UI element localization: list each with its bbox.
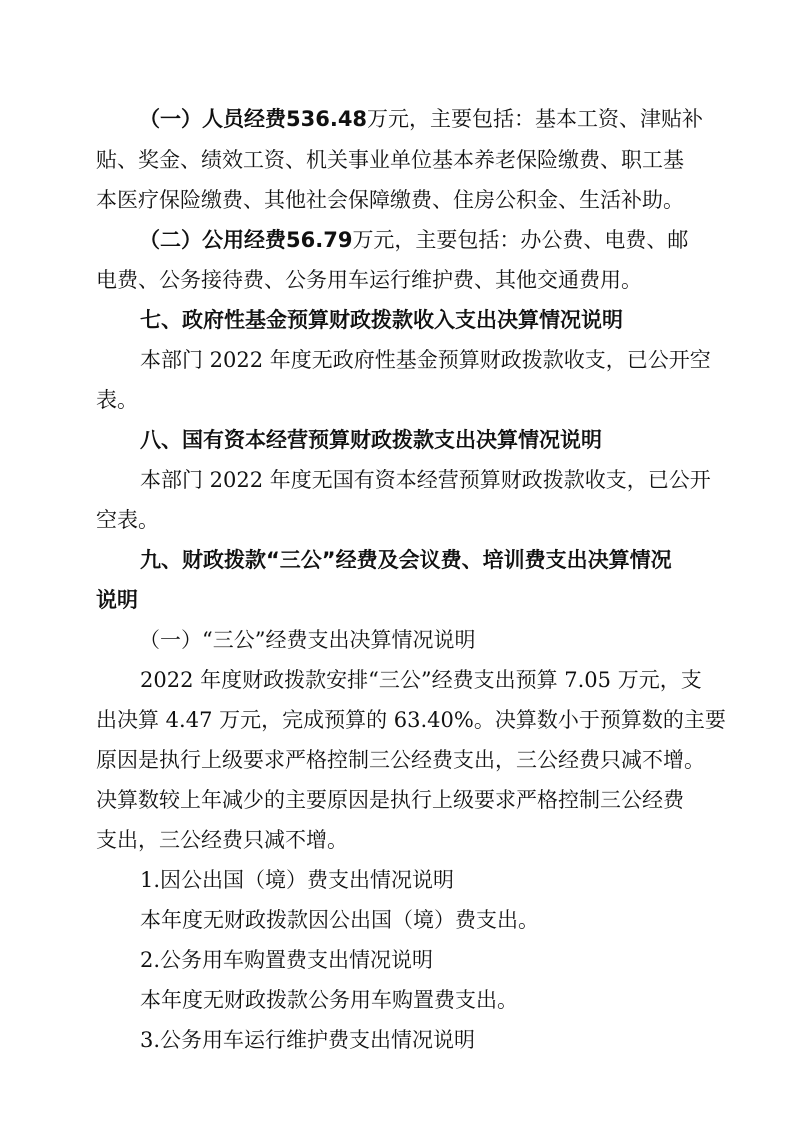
- item-3-title: 3.公务用车运行维护费支出情况说明: [140, 1028, 476, 1052]
- three-public-text-line-3: 原因是执行上级要求严格控制三公经费支出，三公经费只减不增。: [96, 748, 705, 772]
- personnel-expense-line-1: [139, 105, 793, 133]
- subsection-heading-1: （一）“三公”经费支出决算情况说明: [139, 628, 476, 652]
- three-public-text-line-5: 支出，三公经费只减不增。: [96, 828, 348, 852]
- three-public-text-line-2: 出决算 4.47 万元，完成预算的 63.40%。决算数小于预算数的主要: [96, 708, 726, 732]
- section-8-text-line-1: 本部门 2022 年度无国有资本经营预算财政拨款收支，已公开: [140, 468, 711, 492]
- item-2-title: 2.公务用车购置费支出情况说明: [140, 948, 434, 972]
- section-heading-8: 八、国有资本经营预算财政拨款支出决算情况说明: [140, 428, 602, 452]
- personnel-expense-amount: 536.48: [286, 107, 368, 131]
- section-heading-9-line-2: 说明: [96, 588, 138, 612]
- item-1-title: 1.因公出国（境）费支出情况说明: [140, 868, 455, 892]
- item-2-text: 本年度无财政拨款公务用车购置费支出。: [140, 988, 518, 1012]
- section-8-text-line-2: 空表。: [96, 508, 159, 532]
- personnel-expense-line-3: 本医疗保险缴费、其他社会保障缴费、住房公积金、生活补助。: [96, 188, 684, 212]
- public-expense-rest: 万元，主要包括：办公费、电费、邮: [352, 228, 689, 252]
- section-7-text-line-2: 表。: [96, 388, 138, 412]
- personnel-expense-line-2: 贴、奖金、绩效工资、机关事业单位基本养老保险缴费、职工基: [96, 148, 684, 172]
- section-heading-9-line-1: 九、财政拨款“三公”经费及会议费、培训费支出决算情况: [140, 548, 672, 572]
- item-1-text: 本年度无财政拨款因公出国（境）费支出。: [140, 908, 539, 932]
- three-public-text-line-4: 决算数较上年减少的主要原因是执行上级要求严格控制三公经费: [96, 788, 684, 812]
- public-expense-label: （二）公用经费: [139, 228, 286, 252]
- public-expense-line-2: 电费、公务接待费、公务用车运行维护费、其他交通费用。: [96, 268, 642, 292]
- personnel-expense-label: （一）人员经费: [139, 107, 286, 131]
- public-expense-amount: 56.79: [286, 228, 353, 252]
- section-7-text-line-1: 本部门 2022 年度无政府性基金预算财政拨款收支，已公开空: [140, 348, 711, 372]
- public-expense-line-1: [139, 226, 793, 254]
- three-public-text-line-1: 2022 年度财政拨款安排“三公”经费支出预算 7.05 万元，支: [140, 668, 702, 692]
- section-heading-7: 七、政府性基金预算财政拨款收入支出决算情况说明: [140, 308, 623, 332]
- personnel-expense-rest: 万元，主要包括：基本工资、津贴补: [367, 107, 704, 131]
